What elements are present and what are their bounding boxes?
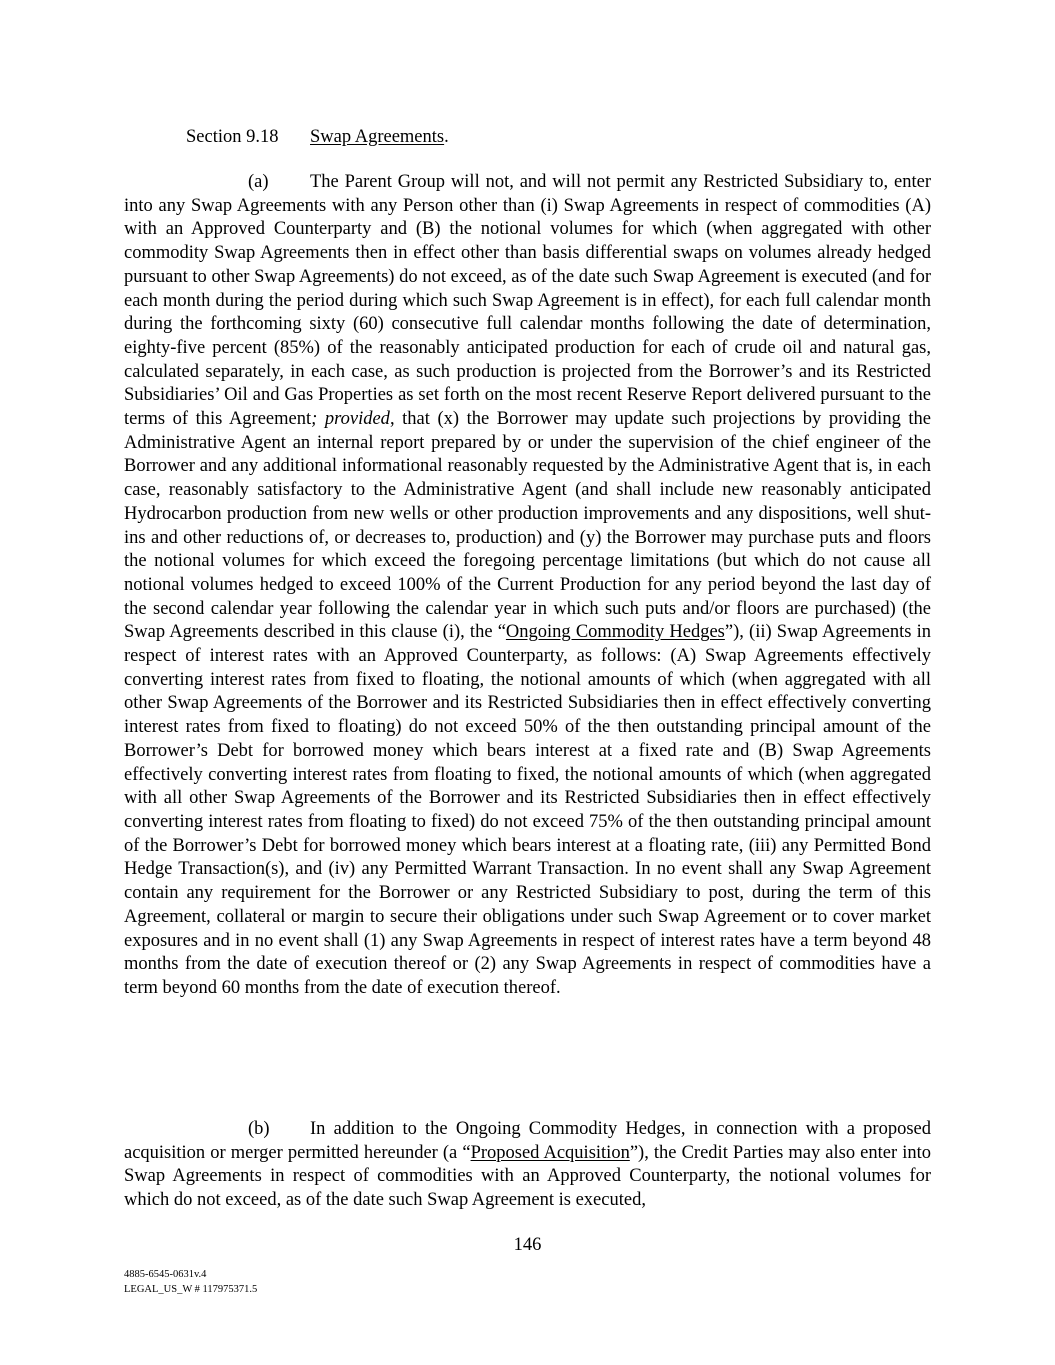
paragraph-a-text-3: ”), (ii) Swap Agreements in respect of interest rates with an Approved Counterparty, as follows: (A) Swap Agreements effectively converting interest rates from fixed to floating, the notional amounts of which (when aggregated with all other Swap Agreements of the Borrower and its Restricted Subsidiaries then in effect effectively converting interest rates from fixed to floating) do not exceed 50% of the then outstanding principal amount of the Borrower’s Debt for borrowed money which bears interest at a fixed rate and (B) Swap Agreements effectively converting interest rates from floating to fixed, the notional amounts of which (when aggregated with all other Swap Agreements of the Borrower and its Restricted Subsidiaries then in effect effectively converting interest rates from floating to fixed) do not exceed 75% of the then outstanding principal amount of the Borrower’s Debt for borrowed money which bears interest at a floating rate, (iii) any Permitted Bond Hedge Transaction(s), and (iv) any Permitted Warrant Transaction. In no event shall any Swap Agreement contain any requirement for the Borrower or any Restricted Subsidiary to post, during the term of this Agreement, collateral or margin to secure their obligations under such Swap Agreement or to cover market exposures and in no event shall (1) any Swap Agreements in respect of interest rates have a term beyond 48 months from the date of execution thereof or (2) any Swap Agreements in respect of commodities have a term beyond 60 months from the date of execution thereof. <box>124 622 931 998</box>
footer <box>124 1267 257 1297</box>
page-number: 146 <box>513 1235 542 1255</box>
paragraph-b-text-2: ”), the Credit Parties may also enter into Swap Agreements in respect of commodities with an Approved Counterparty, the notional volumes for which do not exceed, as of the date such Swap Agreement is executed, <box>124 1142 931 1211</box>
paragraph-a-text-1: The Parent Group will not, and will not permit any Restricted Subsidiary to, enter into any Swap Agreements with any Person other than (i) Swap Agreements in respect of commodities (A) with an Approved Counterparty and (B) the notional volumes for which (when aggregated with other commodity Swap Agreements then in effect other than basis differential swaps on volumes already hedged pursuant to other Swap Agreements) do not exceed, as of the date such Swap Agreement is executed (and for each month during the period during which such Swap Agreement is in effect), for each full calendar month during the forthcoming sixty (60) consecutive full calendar months following the date of determination, eighty-five percent (85%) of the reasonably anticipated production for each of crude oil and natural gas, calculated separately, in each case, as such production is projected from the Borrower’s and its Restricted Subsidiaries’ Oil and Gas Properties as set forth on the most recent Reserve Report delivered pursuant to the terms of this Agreement <box>124 172 931 430</box>
paragraph-b <box>124 1118 931 1213</box>
paragraph-a-label: (a) <box>248 172 269 192</box>
footer-legal-id: LEGAL_US_W # 117975371.5 <box>124 1284 258 1295</box>
section-number: Section 9.18 <box>186 127 279 147</box>
section-title: Swap Agreements <box>310 127 445 147</box>
defined-term-proposed-acquisition: Proposed Acquisition <box>470 1142 630 1163</box>
paragraph-a-proviso: ; provided <box>311 409 390 430</box>
paragraph-a-text-2: , that (x) the Borrower may update such projections by providing the Administrative Agent an internal report prepared by or under the supervision of the chief engineer of the Borrower and any additional informational reasonably requested by the Administrative Agent that is, in each case, reasonably satisfactory to the Administrative Agent (and shall include new reasonably anticipated Hydrocarbon production from new wells or other production improvements and any dispositions, well shut-ins and other reductions of, or decreases to, production) and (y) the Borrower may purchase puts and floors the notional volumes for which exceed the foregoing percentage limitations (but which do not cause all notional volumes hedged to exceed 100% of the Current Production for any period beyond the last day of the second calendar year following the calendar year in which such puts and/or floors are purchased) (the Swap Agreements described in this clause (i), the “ <box>124 409 931 643</box>
paragraph-a <box>124 171 931 1001</box>
paragraph-b-text-1: In addition to the Ongoing Commodity Hedges, in connection with a proposed acquisition or merger permitted hereunder (a “ <box>124 1119 931 1163</box>
defined-term-ongoing-commodity-hedges: Ongoing Commodity Hedges <box>505 622 725 643</box>
section-heading <box>186 125 449 149</box>
section-title-suffix: . <box>444 127 449 147</box>
footer-doc-id: 4885-6545-0631v.4 <box>124 1269 207 1280</box>
paragraph-b-label: (b) <box>248 1119 270 1139</box>
